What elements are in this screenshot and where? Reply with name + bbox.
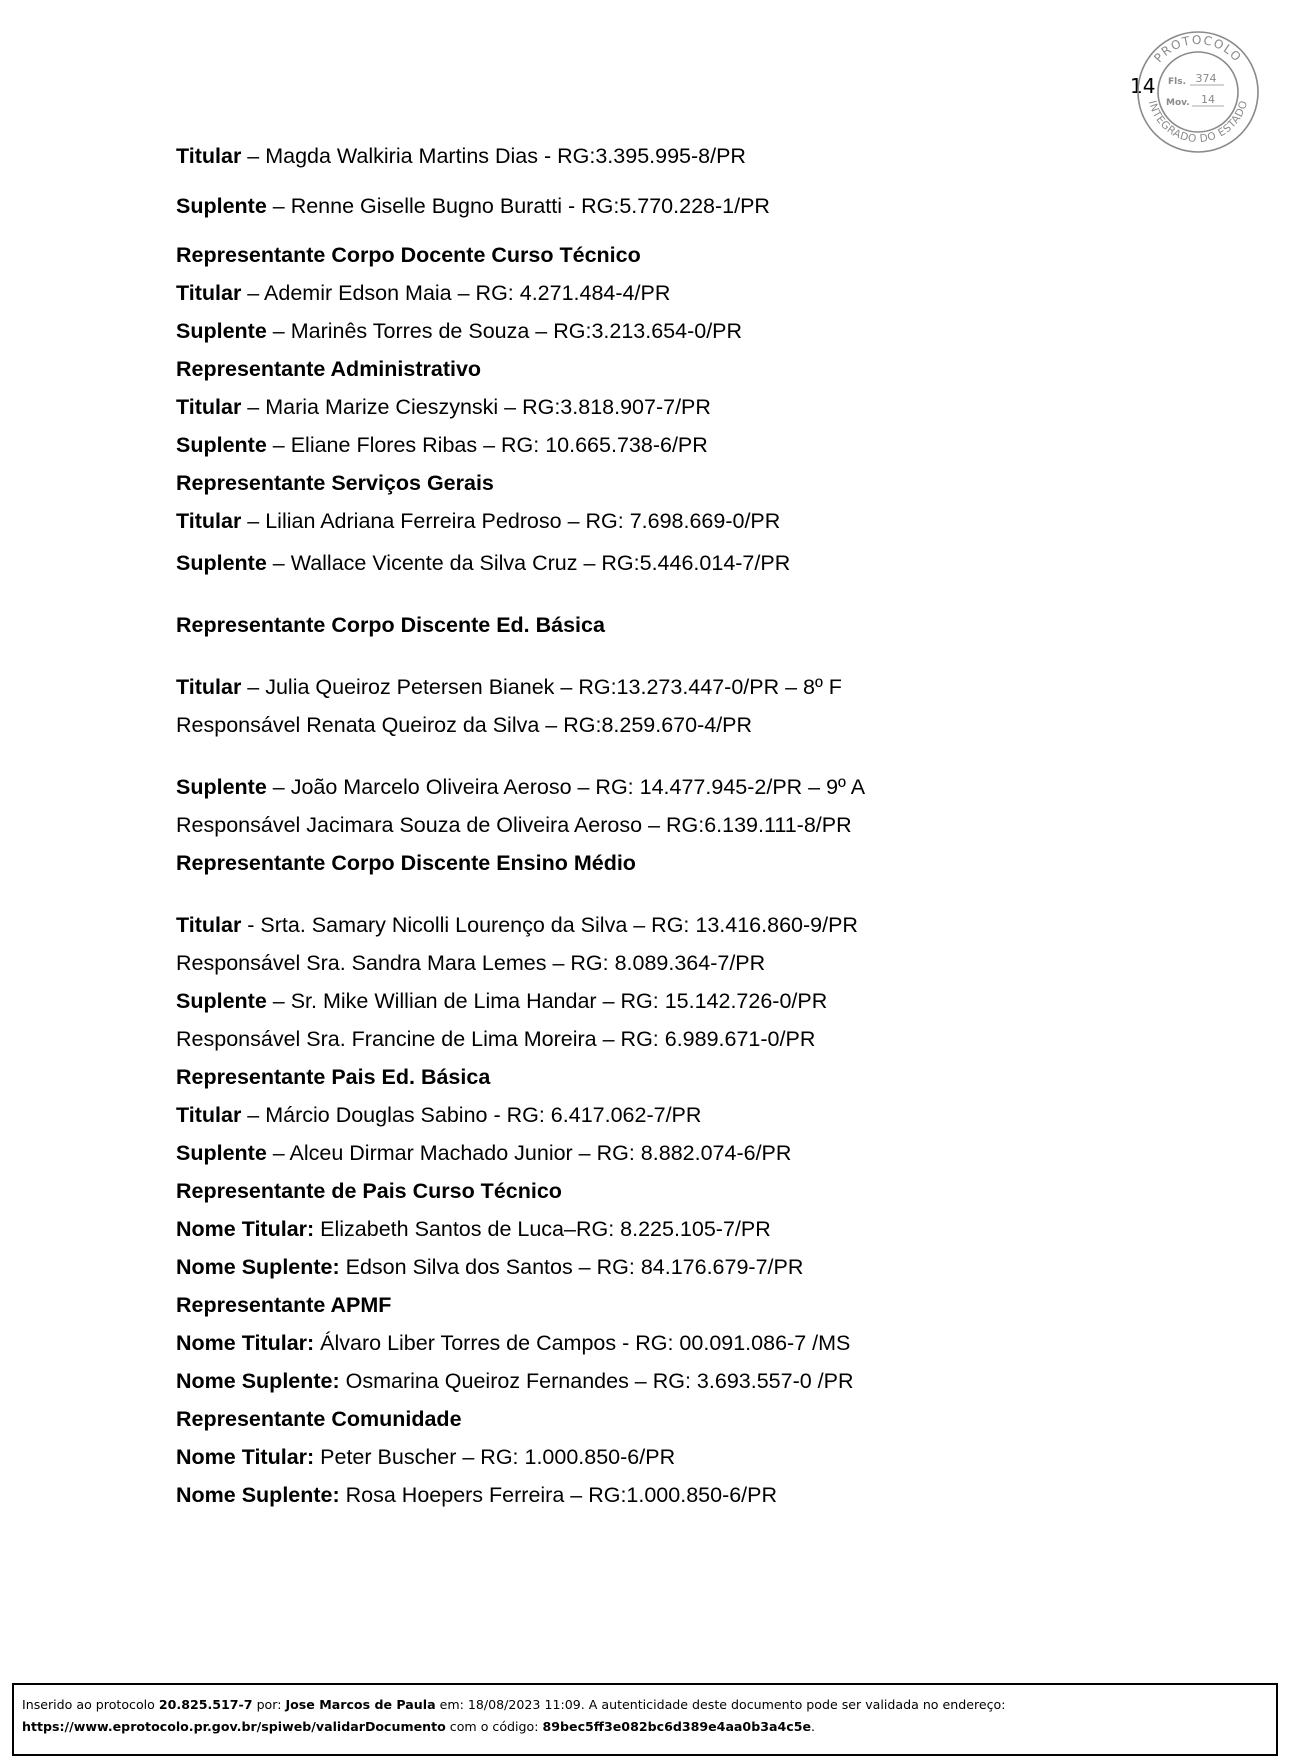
member-line: [176, 712, 752, 738]
member-line: [176, 550, 790, 576]
section-heading-text: Representante de Pais Curso Técnico: [176, 1179, 562, 1203]
member-details: Álvaro Liber Torres de Campos - RG: 00.091.086-7 /MS: [314, 1331, 851, 1355]
section-heading: [176, 1178, 562, 1204]
section-heading: [176, 1406, 462, 1432]
role-label: Titular: [176, 1103, 242, 1127]
footer-author: Jose Marcos de Paula: [285, 1697, 436, 1712]
member-details: Responsável Renata Queiroz da Silva – RG:8.259.670-4/PR: [176, 713, 753, 737]
role-label: Suplente: [176, 433, 267, 457]
footer-text: Inserido ao protocolo: [22, 1697, 159, 1712]
member-details: - Srta. Samary Nicolli Lourenço da Silva – RG: 13.416.860-9/PR: [241, 913, 858, 937]
member-details: – Magda Walkiria Martins Dias - RG:3.395.995-8/PR: [241, 144, 746, 168]
section-heading-text: Representante Corpo Docente Curso Técnico: [176, 243, 641, 267]
member-details: Peter Buscher – RG: 1.000.850-6/PR: [314, 1445, 676, 1469]
authentication-footer: [12, 1683, 1278, 1756]
section-heading: [176, 356, 481, 382]
role-label: Nome Titular:: [176, 1217, 315, 1241]
footer-text: por:: [252, 1697, 286, 1712]
protocol-stamp: [1136, 30, 1260, 154]
footer-text: .: [811, 1719, 816, 1734]
member-details: Responsável Sra. Francine de Lima Moreira – RG: 6.989.671-0/PR: [176, 1027, 816, 1051]
role-label: Nome Suplente:: [176, 1255, 340, 1279]
section-heading: [176, 612, 605, 638]
role-label: Titular: [176, 281, 242, 305]
member-details: – João Marcelo Oliveira Aeroso – RG: 14.477.945-2/PR – 9º A: [266, 775, 866, 799]
member-line: [176, 1368, 854, 1394]
member-line: [176, 1140, 791, 1166]
footer-line-1: [22, 1694, 1268, 1716]
role-label: Titular: [176, 675, 242, 699]
stamp-fls-value: 374: [1195, 72, 1217, 85]
member-details: – Julia Queiroz Petersen Bianek – RG:13.273.447-0/PR – 8º F: [241, 675, 842, 699]
member-line: [176, 1026, 815, 1052]
member-details: – Sr. Mike Willian de Lima Handar – RG: 15.142.726-0/PR: [266, 989, 828, 1013]
role-label: Titular: [176, 913, 242, 937]
member-details: Elizabeth Santos de Luca–RG: 8.225.105-7/PR: [314, 1217, 771, 1241]
member-details: Responsável Sra. Sandra Mara Lemes – RG: 8.089.364-7/PR: [176, 951, 766, 975]
member-line: [176, 1482, 777, 1508]
member-details: – Wallace Vicente da Silva Cruz – RG:5.446.014-7/PR: [266, 551, 791, 575]
member-line: [176, 1254, 803, 1280]
member-line: [176, 1330, 850, 1356]
member-details: – Eliane Flores Ribas – RG: 10.665.738-6/PR: [266, 433, 708, 457]
member-line: [176, 774, 865, 800]
role-label: Suplente: [176, 194, 267, 218]
role-label: Suplente: [176, 319, 267, 343]
section-heading: [176, 1064, 490, 1090]
member-line: [176, 988, 827, 1014]
member-line: [176, 912, 858, 938]
section-heading-text: Representante Corpo Discente Ensino Médio: [176, 851, 636, 875]
section-heading: [176, 470, 494, 496]
role-label: Nome Titular:: [176, 1331, 315, 1355]
svg-text:PROTOCOLO: [1151, 33, 1244, 65]
role-label: Suplente: [176, 775, 267, 799]
member-line: [176, 674, 842, 700]
member-line: [176, 280, 670, 306]
section-heading: [176, 1292, 391, 1318]
footer-protocol-number: 20.825.517-7: [158, 1697, 253, 1712]
member-line: [176, 812, 852, 838]
member-line: [176, 318, 742, 344]
footer-text: em: 18/08/2023 11:09. A autenticidade deste documento pode ser validada no endereço:: [435, 1697, 1006, 1712]
role-label: Titular: [176, 144, 242, 168]
member-line: [176, 143, 746, 169]
role-label: Suplente: [176, 551, 267, 575]
member-line: [176, 432, 708, 458]
page-number: 14: [1130, 74, 1156, 98]
member-details: Edson Silva dos Santos – RG: 84.176.679-7/PR: [339, 1255, 804, 1279]
footer-validation-url[interactable]: https://www.eprotocolo.pr.gov.br/spiweb/validarDocumento: [22, 1719, 446, 1734]
member-details: – Márcio Douglas Sabino - RG: 6.417.062-7/PR: [241, 1103, 702, 1127]
stamp-arc-top: PROTOCOLO: [1151, 32, 1245, 66]
member-line: [176, 1216, 771, 1242]
member-details: – Maria Marize Cieszynski – RG:3.818.907-7/PR: [241, 395, 711, 419]
member-details: – Alceu Dirmar Machado Junior – RG: 8.882.074-6/PR: [266, 1141, 792, 1165]
footer-text: com o código:: [445, 1719, 543, 1734]
member-line: [176, 193, 770, 219]
role-label: Titular: [176, 509, 242, 533]
member-details: – Ademir Edson Maia – RG: 4.271.484-4/PR: [241, 281, 671, 305]
member-details: Responsável Jacimara Souza de Oliveira Aeroso – RG:6.139.111-8/PR: [176, 813, 852, 837]
member-details: Osmarina Queiroz Fernandes – RG: 3.693.557-0 /PR: [339, 1369, 854, 1393]
member-details: – Marinês Torres de Souza – RG:3.213.654-0/PR: [266, 319, 743, 343]
section-heading-text: Representante APMF: [176, 1293, 392, 1317]
section-heading-text: Representante Administrativo: [176, 357, 482, 381]
footer-validation-code: 89bec5ff3e082bc6d389e4aa0b3a4c5e: [542, 1719, 812, 1734]
member-line: [176, 1102, 701, 1128]
member-line: [176, 1444, 675, 1470]
section-heading-text: Representante Comunidade: [176, 1407, 462, 1431]
member-line: [176, 950, 765, 976]
section-heading-text: Representante Corpo Discente Ed. Básica: [176, 613, 605, 637]
stamp-mov-label: Mov.: [1166, 98, 1190, 108]
role-label: Nome Suplente:: [176, 1369, 340, 1393]
stamp-fls-label: Fls.: [1168, 77, 1187, 87]
member-details: Rosa Hoepers Ferreira – RG:1.000.850-6/PR: [339, 1483, 778, 1507]
member-line: [176, 508, 780, 534]
footer-line-2: [22, 1716, 1268, 1738]
role-label: Nome Suplente:: [176, 1483, 340, 1507]
member-details: – Lilian Adriana Ferreira Pedroso – RG: 7.698.669-0/PR: [241, 509, 781, 533]
section-heading: [176, 242, 641, 268]
role-label: Titular: [176, 395, 242, 419]
member-details: – Renne Giselle Bugno Buratti - RG:5.770.228-1/PR: [266, 194, 770, 218]
stamp-arc-bottom: INTEGRADO DO ESTADO: [1145, 99, 1251, 146]
stamp-mov-value: 14: [1201, 93, 1215, 106]
role-label: Suplente: [176, 989, 267, 1013]
section-heading: [176, 850, 636, 876]
section-heading-text: Representante Pais Ed. Básica: [176, 1065, 491, 1089]
section-heading-text: Representante Serviços Gerais: [176, 471, 494, 495]
member-line: [176, 394, 711, 420]
role-label: Nome Titular:: [176, 1445, 315, 1469]
role-label: Suplente: [176, 1141, 267, 1165]
